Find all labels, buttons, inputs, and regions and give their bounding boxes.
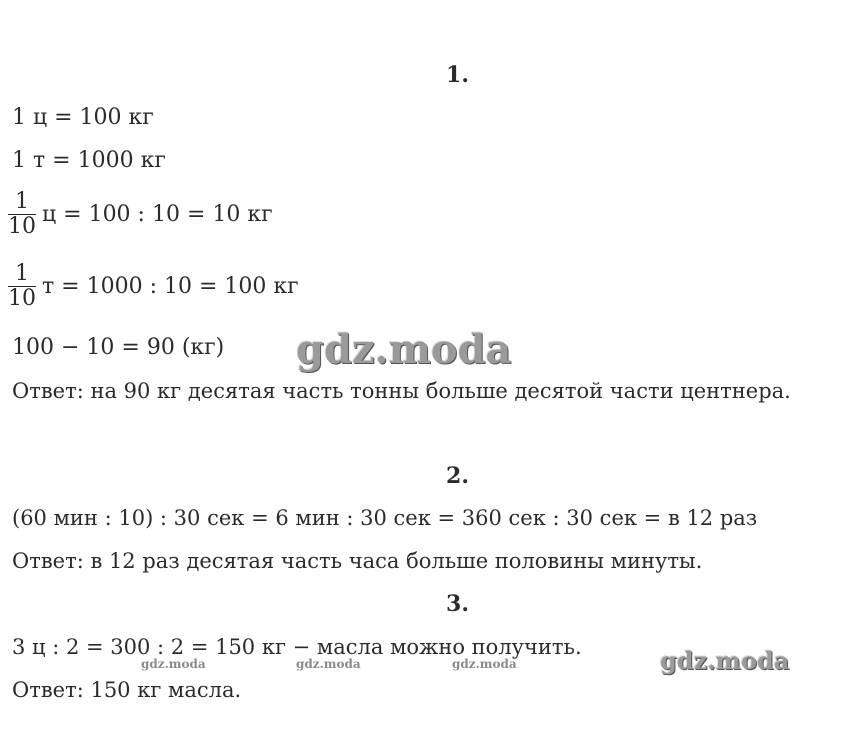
task-3-number: 3.: [446, 591, 469, 617]
watermark-logo-small: gdz.moda: [296, 657, 361, 671]
task-1-line-1: 1 ц = 100 кг: [12, 105, 154, 130]
task-3-answer: Ответ: 150 кг масла.: [12, 678, 242, 702]
watermark-logo-small: gdz.moda: [141, 657, 206, 671]
task-1-line-5: 100 − 10 = 90 (кг): [12, 335, 225, 360]
fraction-denominator: 10: [8, 214, 36, 239]
fraction: [8, 262, 36, 311]
fraction-denominator: 10: [8, 286, 36, 311]
fraction: [8, 190, 36, 239]
task-3-line-1: 3 ц : 2 = 300 : 2 = 150 кг − масла можно получить.: [12, 635, 582, 659]
fraction-line-rest: т = 1000 : 10 = 100 кг: [42, 274, 299, 299]
task-1-fraction-line-1: [8, 190, 273, 239]
fraction-numerator: 1: [8, 262, 36, 287]
watermark-logo-medium: gdz.moda: [660, 646, 790, 675]
task-2-number: 2.: [446, 463, 469, 489]
watermark-logo-large: gdz.moda: [296, 326, 512, 373]
task-1-answer: Ответ: на 90 кг десятая часть тонны больше десятой части центнера.: [12, 379, 791, 403]
watermark-logo-small: gdz.moda: [452, 657, 517, 671]
task-1-fraction-line-2: [8, 262, 299, 311]
task-2-answer: Ответ: в 12 раз десятая часть часа больше половины минуты.: [12, 549, 703, 573]
fraction-numerator: 1: [8, 190, 36, 215]
task-1-number: 1.: [446, 62, 469, 88]
fraction-line-rest: ц = 100 : 10 = 10 кг: [42, 202, 273, 227]
task-2-line-1: (60 мин : 10) : 30 сек = 6 мин : 30 сек = 360 сек : 30 сек = в 12 раз: [12, 506, 758, 530]
task-1-line-2: 1 т = 1000 кг: [12, 148, 166, 173]
